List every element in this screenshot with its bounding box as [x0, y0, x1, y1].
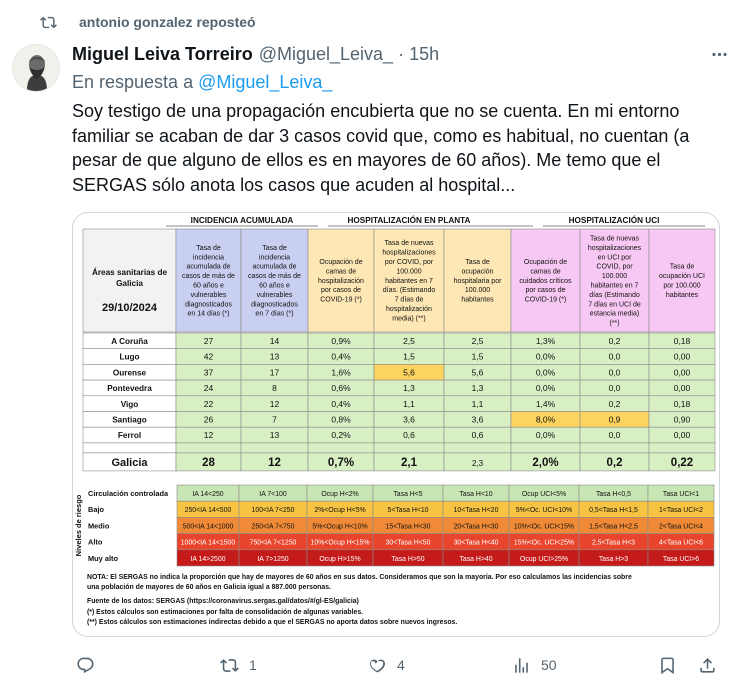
risk-value: Ocup H>15% — [319, 555, 361, 563]
risk-value: 1,5<Tasa H<2,5 — [589, 523, 638, 531]
column-header-text: ocupación UCI — [659, 273, 705, 281]
column-header-text: Tasa de — [465, 259, 490, 266]
column-header-text: Tasa de nuevas — [589, 235, 640, 243]
risk-value: Ocup H<2% — [321, 491, 359, 498]
column-header-text: hospitalización — [318, 277, 364, 285]
data-value: 0,6 — [403, 430, 415, 441]
column-header-text: habitantes en 7 — [590, 282, 639, 290]
column-header-text: en 7 días (*) — [255, 310, 294, 318]
column-header-text: diagnosticados — [251, 301, 298, 309]
total-area-name: Galicia — [111, 456, 148, 469]
risk-value: 5%<Ocup H<10% — [312, 523, 368, 531]
data-value: 13 — [269, 351, 280, 362]
data-value: 2,5 — [471, 336, 484, 346]
data-value: 8,0% — [535, 414, 556, 425]
data-value: 24 — [203, 383, 214, 394]
column-header-text: camas de — [325, 268, 357, 276]
risk-value: 4<Tasa UCI<6 — [658, 539, 704, 547]
author-handle[interactable]: @Miguel_Leiva_ — [258, 43, 394, 64]
area-name: Lugo — [119, 352, 140, 362]
data-value: 5,6 — [403, 367, 415, 378]
data-value: 0,0 — [608, 383, 621, 394]
area-name: A Coruña — [111, 337, 148, 346]
data-value: 0,9 — [608, 414, 621, 425]
spacer-cell — [176, 443, 241, 453]
heart-icon — [368, 656, 387, 675]
column-header-text: casos de más de — [248, 273, 301, 281]
column-header-text: incidencia — [258, 254, 291, 262]
data-value: 1,3% — [535, 336, 556, 346]
column-header-text: media) (**) — [392, 315, 426, 323]
column-header-text: habitantes — [461, 296, 494, 304]
risk-value: 10<Tasa H<20 — [453, 507, 499, 515]
data-value: 0,0 — [608, 430, 621, 441]
section-title-uci: HOSPITALIZACIÓN UCI — [568, 216, 660, 225]
covid-table — [73, 213, 719, 636]
data-value: 1,1 — [471, 398, 484, 409]
data-value: 0,8% — [331, 414, 351, 425]
column-header-text: Tasa de — [262, 244, 287, 252]
total-value: 12 — [268, 456, 281, 469]
table-note: NOTA: El SERGAS no indica la proporción que hay de mayores de 60 años en sus datos. Consideramos que son la mayoría. Por eso calculamos las incidencias sobre — [87, 574, 632, 581]
risk-value: IA 14>2500 — [190, 555, 226, 563]
data-value: 1,6% — [331, 367, 351, 378]
risk-value: 20<Tasa H<30 — [453, 523, 499, 531]
column-header-text: por 100.000 — [663, 282, 701, 290]
column-header-text: por casos de — [525, 287, 566, 295]
data-value: 13 — [269, 430, 280, 441]
reply-handle-link[interactable]: @Miguel_Leiva_ — [198, 72, 333, 92]
repost-button[interactable] — [220, 656, 257, 675]
data-value: 0,6 — [471, 430, 484, 441]
spacer-cell — [241, 443, 308, 453]
separator-dot: · — [398, 43, 405, 64]
data-value: 12 — [269, 398, 280, 409]
more-options-button[interactable] — [708, 43, 730, 65]
data-value: 37 — [203, 367, 214, 378]
table-note: (**) Estos cálculos son estimaciones indirectas debido a que el SERGAS no aporta datos sobre nuevos ingresos. — [87, 619, 458, 626]
column-header-text: COVID-19 (*) — [524, 296, 567, 304]
bookmark-button[interactable] — [658, 656, 677, 675]
data-value: 0,18 — [673, 398, 691, 409]
risk-value: Tasa UCI<1 — [662, 491, 700, 498]
column-header-text: Ocupación de — [523, 259, 568, 266]
table-note: una población de mayores de 60 años en Galicia igual a 887.000 personas. — [87, 584, 331, 591]
column-header-text: estancia media) — [589, 310, 640, 318]
attached-image[interactable] — [72, 212, 720, 637]
area-name: Santiago — [112, 415, 147, 425]
data-value: 27 — [203, 336, 214, 346]
risk-value: 100<IA 7<250 — [251, 507, 295, 515]
risk-value: Tasa H<10 — [459, 491, 493, 498]
share-button[interactable] — [698, 656, 717, 675]
views-button[interactable] — [512, 656, 557, 675]
column-header-text: (**) — [609, 320, 620, 328]
data-value: 42 — [203, 351, 214, 362]
risk-value: Ocup UCI<5% — [521, 491, 567, 498]
risk-value: 500<IA 14<1000 — [182, 523, 234, 531]
reply-prefix: En respuesta a — [72, 72, 194, 92]
column-header-text: hospitalización — [386, 306, 432, 313]
column-header-text: acumulada de — [252, 263, 297, 271]
risk-value: Tasa H<5 — [393, 491, 423, 498]
data-value: 26 — [203, 414, 214, 425]
tweet-text: Soy testigo de una propagación encubierta que no se cuenta. En mi entorno familiar se acaban de dar 3 casos covid que, como es habitual, no cuentan (a pesar de que alguno de ellos es en mayores de 60 años). Me temo que el SERGAS sólo anota los casos que acuden al hospital... — [72, 101, 690, 195]
data-value: 5,6 — [471, 367, 484, 378]
repost-label: antonio gonzalez reposteó — [79, 14, 256, 30]
views-count: 50 — [541, 657, 557, 673]
like-count: 4 — [397, 657, 405, 673]
column-header-text: Tasa de — [669, 263, 695, 271]
data-value: 0,0 — [608, 351, 621, 362]
spacer-cell — [374, 443, 444, 453]
total-value: 2,0% — [532, 456, 559, 469]
risk-value: 15%<Oc. UCI<25% — [513, 539, 575, 547]
column-header-text: ocupación — [461, 268, 494, 276]
risk-value: 1<Tasa UCI<2 — [658, 507, 704, 515]
risk-value: Tasa H>50 — [391, 555, 425, 563]
reply-context — [72, 72, 332, 93]
column-header-cell — [649, 229, 715, 332]
data-value: 0,0 — [608, 367, 621, 378]
spacer-cell — [580, 443, 649, 453]
data-value: 0,0% — [535, 383, 556, 394]
reply-button[interactable] — [76, 656, 95, 675]
data-value: 17 — [269, 367, 280, 378]
data-value: 0,2 — [608, 336, 621, 346]
data-value: 1,5 — [403, 351, 415, 362]
risk-level-label: Medio — [88, 521, 110, 531]
risk-value: 2<Tasa UCI<4 — [658, 523, 704, 531]
risk-value: 15<Tasa H<30 — [385, 523, 431, 531]
data-value: 2,5 — [403, 336, 415, 346]
risk-level-label: Alto — [88, 537, 103, 547]
like-button[interactable] — [368, 656, 405, 675]
column-header-text: Tasa de nuevas — [384, 240, 434, 248]
risk-value: Tasa H<0,5 — [595, 491, 632, 498]
column-header-text: 100.000 — [396, 268, 422, 276]
report-date: 29/10/2024 — [101, 302, 158, 314]
column-header-text: vulnerables — [256, 291, 293, 299]
section-title-incidencia: INCIDENCIA ACUMULADA — [190, 216, 294, 225]
column-header-text: 7 días de — [394, 296, 424, 304]
data-value: 7 — [272, 414, 277, 425]
risk-value: Tasa H>40 — [459, 555, 493, 563]
data-value: 0,0% — [535, 351, 556, 362]
column-header-text: habitantes en 7 — [385, 277, 433, 285]
risk-value: 2%<Ocup H<5% — [314, 507, 366, 515]
reply-icon — [76, 656, 95, 675]
table-note: Fuente de los datos: SERGAS (https://coronavirus.sergas.gal/datos/#/gl-ES/galicia) — [87, 598, 359, 605]
column-header-text: hospitalaria por — [453, 277, 502, 285]
column-header-text: en 14 días (*) — [187, 310, 230, 318]
risk-value: IA 7>1250 — [257, 555, 289, 563]
data-value: 14 — [269, 336, 280, 346]
risk-value: 250<IA 7<750 — [251, 523, 295, 531]
risk-value: 250<IA 14<500 — [184, 507, 232, 515]
column-header-text: habitantes — [665, 291, 699, 299]
total-value: 0,2 — [606, 456, 623, 469]
column-header-text: 100.000 — [601, 273, 628, 281]
column-header-text: 7 días en UCI de — [588, 301, 641, 309]
data-value: 0,00 — [673, 351, 691, 362]
table-note: (*) Estos cálculos son estimaciones por falta de consolidación de algunas variables. — [87, 609, 364, 616]
column-header-text: hospitalizaciones — [382, 249, 436, 257]
total-value: 2,1 — [401, 456, 417, 469]
repost-icon — [40, 14, 57, 31]
risk-value: 5%<Oc. UCI<10% — [515, 507, 573, 515]
risk-value: Tasa UCI>6 — [662, 555, 700, 563]
column-header-text: cuidados críticos — [519, 277, 572, 285]
risk-value: 2,5<Tasa H<3 — [592, 539, 635, 547]
data-value: 0,4% — [331, 398, 351, 409]
column-header-text: Tasa de — [196, 244, 221, 252]
risk-value: Ocup UCI>25% — [519, 555, 569, 563]
data-value: 1,3 — [403, 383, 415, 394]
data-value: 0,6% — [331, 383, 351, 394]
data-value: 0,4% — [331, 351, 351, 362]
spacer-cell — [83, 443, 176, 453]
risk-value: 30<Tasa H<40 — [453, 539, 499, 547]
column-header-text: diagnosticados — [185, 301, 232, 309]
risk-value: 10%<Ocup H<15% — [310, 539, 370, 547]
data-value: 0,0% — [535, 430, 556, 441]
risk-value: 750<IA 7<1250 — [249, 539, 297, 547]
more-icon — [710, 45, 729, 64]
area-name: Ferrol — [117, 431, 142, 441]
spacer-cell — [511, 443, 580, 453]
data-value: 0,00 — [673, 430, 691, 441]
data-value: 1,4% — [535, 398, 556, 409]
data-value: 0,2% — [331, 430, 351, 441]
risk-level-label: Bajo — [88, 505, 105, 515]
risk-value: 1000<IA 14<1500 — [180, 539, 236, 547]
data-value: 0,00 — [673, 367, 691, 378]
total-value: 28 — [202, 456, 215, 469]
column-header-text: incidencia — [192, 254, 225, 262]
data-value: 0,9% — [331, 336, 351, 346]
data-value: 12 — [203, 430, 214, 441]
risk-value: IA 14<250 — [192, 491, 224, 498]
risk-level-label: Muy alto — [88, 553, 118, 563]
total-value: 0,7% — [327, 456, 355, 469]
data-value: 0,90 — [673, 414, 691, 425]
risk-value: 5<Tasa H<10 — [387, 507, 429, 515]
spacer-cell — [649, 443, 715, 453]
repost-count: 1 — [249, 657, 257, 673]
column-header-text: 60 años e — [193, 282, 224, 290]
column-header-text: en UCI por — [597, 254, 632, 262]
data-value: 0,0% — [535, 367, 556, 378]
total-value: 2,3 — [471, 458, 484, 468]
data-value: 3,6 — [471, 414, 484, 425]
area-header-text: Áreas sanitarias de — [91, 268, 168, 277]
action-bar — [72, 652, 722, 678]
data-value: 1,5 — [471, 351, 484, 362]
data-value: 1,3 — [471, 383, 484, 394]
data-value: 1,1 — [403, 398, 415, 409]
data-value: 0,18 — [673, 336, 691, 346]
total-value: 0,22 — [670, 456, 694, 469]
area-name: Pontevedra — [107, 384, 152, 394]
risk-value: Tasa H>3 — [598, 555, 629, 563]
data-value: 22 — [203, 398, 214, 409]
views-icon — [512, 656, 531, 675]
tweet-time[interactable]: 15h — [409, 43, 440, 64]
column-header-text: COVID, por — [596, 263, 633, 271]
data-value: 8 — [272, 383, 277, 394]
spacer-cell — [308, 443, 374, 453]
share-icon — [698, 656, 717, 675]
tweet-header — [72, 42, 730, 66]
column-header-text: vulnerables — [190, 291, 227, 299]
risk-value: 0,5<Tasa H<1,5 — [589, 507, 638, 515]
repost-context[interactable] — [40, 10, 256, 34]
column-header-text: Ocupación de — [319, 259, 363, 266]
column-header-text: por COVID, por — [384, 259, 434, 266]
risk-axis-label: Niveles de riesgo — [74, 494, 83, 557]
column-header-text: COVID-19 (*) — [320, 296, 362, 304]
repost-icon — [220, 656, 239, 675]
risk-level-label: Circulación controlada — [88, 489, 169, 498]
bookmark-icon — [658, 656, 677, 675]
spacer-cell — [444, 443, 511, 453]
area-name: Vigo — [120, 399, 139, 409]
risk-value: IA 7<100 — [259, 491, 287, 498]
column-header-text: casos de más de — [182, 273, 235, 281]
area-header-text: Galicia — [116, 279, 143, 288]
data-value: 0,00 — [673, 383, 691, 394]
risk-value: 30<Tasa H<50 — [385, 539, 431, 547]
data-value: 0,2 — [608, 398, 621, 409]
section-title-planta: HOSPITALIZACIÓN EN PLANTA — [347, 216, 471, 225]
column-header-text: acumulada de — [186, 263, 231, 271]
area-name: Ourense — [112, 368, 147, 378]
column-header-text: camas de — [530, 268, 561, 276]
author-name[interactable]: Miguel Leiva Torreiro — [72, 43, 253, 64]
column-header-text: hospitalizaciones — [587, 244, 642, 252]
risk-value: 10%<Oc. UCI<15% — [513, 523, 575, 531]
column-header-text: días. (Estimando — [382, 287, 436, 295]
column-header-text: 60 años e — [259, 282, 290, 290]
column-header-text: días (Estimando — [589, 291, 640, 299]
data-value: 3,6 — [403, 414, 415, 425]
column-header-text: por casos de — [320, 287, 362, 295]
column-header-text: 100.000 — [464, 287, 491, 295]
avatar[interactable] — [12, 44, 60, 92]
